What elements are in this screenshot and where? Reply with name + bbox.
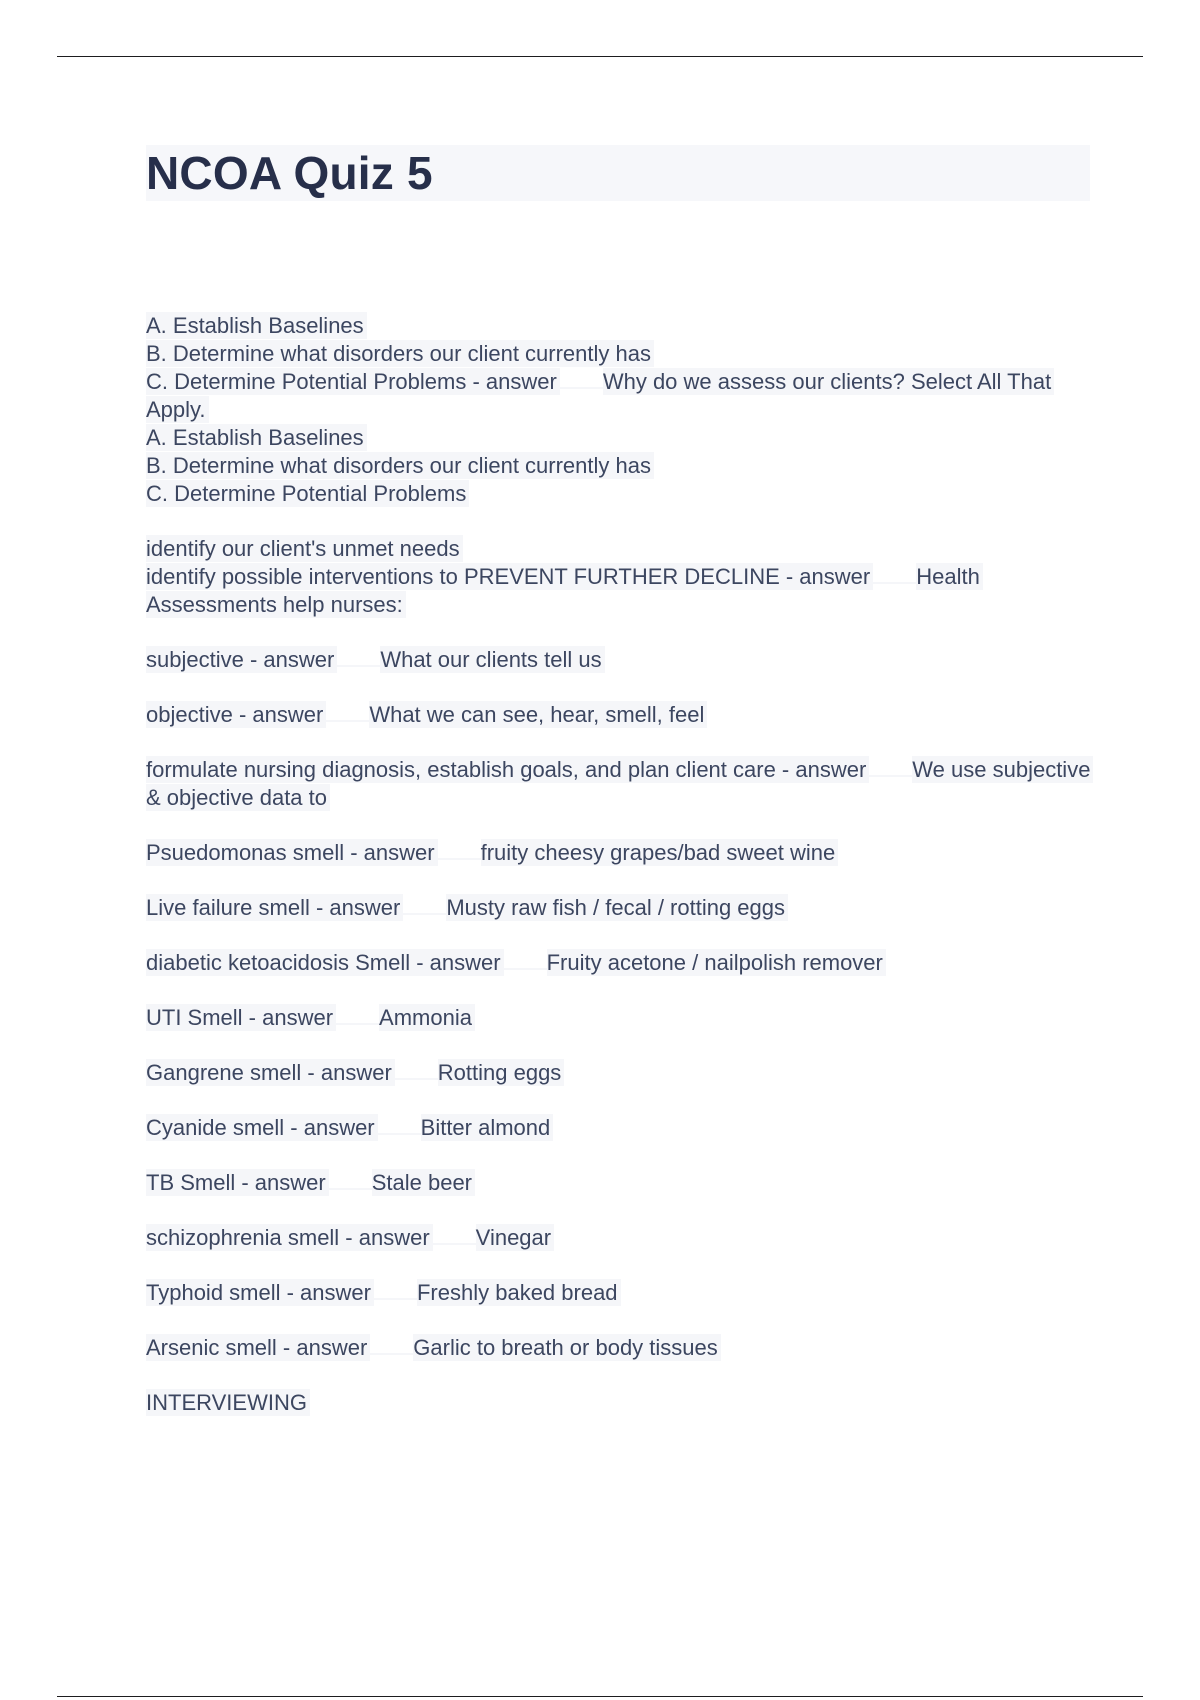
definition-text: What we can see, hear, smell, feel xyxy=(369,701,707,728)
definition-text: Why do we assess our clients? Select All That Apply. xyxy=(146,368,1054,423)
term-text: schizophrenia smell - answer xyxy=(146,1224,433,1251)
answer-separator xyxy=(560,387,603,389)
definition-text: Ammonia xyxy=(379,1004,475,1031)
section-heading-text: INTERVIEWING xyxy=(146,1389,310,1416)
qa-item xyxy=(146,701,1096,729)
qa-item xyxy=(146,1224,1096,1252)
term-text: diabetic ketoacidosis Smell - answer xyxy=(146,949,504,976)
definition-text: Vinegar xyxy=(476,1224,554,1251)
definition-text: B. Determine what disorders our client currently has xyxy=(146,452,654,479)
definition-text: A. Establish Baselines xyxy=(146,424,367,451)
term-text: Gangrene smell - answer xyxy=(146,1059,395,1086)
term-text: C. Determine Potential Problems - answer xyxy=(146,368,560,395)
definition-text: Health Assessments help nurses: xyxy=(146,563,983,618)
qa-item xyxy=(146,312,1096,508)
term-text: subjective - answer xyxy=(146,646,337,673)
qa-item xyxy=(146,756,1096,812)
definition-text: Rotting eggs xyxy=(438,1059,565,1086)
definition-text: What our clients tell us xyxy=(380,646,604,673)
qa-item xyxy=(146,839,1096,867)
definition-text: Fruity acetone / nailpolish remover xyxy=(547,949,886,976)
definition-text: Stale beer xyxy=(372,1169,475,1196)
definition-text: Musty raw fish / fecal / rotting eggs xyxy=(446,894,788,921)
definition-text: fruity cheesy grapes/bad sweet wine xyxy=(481,839,839,866)
term-text: Typhoid smell - answer xyxy=(146,1279,374,1306)
qa-item xyxy=(146,646,1096,674)
answer-separator xyxy=(395,1078,438,1080)
definition-text: We use subjective & objective data to xyxy=(146,756,1093,811)
bottom-rule xyxy=(57,1696,1143,1697)
answer-separator xyxy=(433,1243,476,1245)
answer-separator xyxy=(869,775,912,777)
answer-separator xyxy=(337,665,380,667)
term-text: UTI Smell - answer xyxy=(146,1004,336,1031)
definition-text: Garlic to breath or body tissues xyxy=(413,1334,720,1361)
term-text: TB Smell - answer xyxy=(146,1169,329,1196)
term-text: Arsenic smell - answer xyxy=(146,1334,370,1361)
qa-item xyxy=(146,535,1096,619)
answer-separator xyxy=(370,1353,413,1355)
answer-separator xyxy=(403,913,446,915)
qa-item xyxy=(146,1059,1096,1087)
answer-separator xyxy=(374,1298,417,1300)
term-text: B. Determine what disorders our client currently has xyxy=(146,340,654,367)
answer-separator xyxy=(326,720,369,722)
qa-item xyxy=(146,1334,1096,1362)
answer-separator xyxy=(438,858,481,860)
term-text: formulate nursing diagnosis, establish goals, and plan client care - answer xyxy=(146,756,869,783)
qa-item xyxy=(146,1114,1096,1142)
term-text: Psuedomonas smell - answer xyxy=(146,839,438,866)
qa-item xyxy=(146,1169,1096,1197)
term-text: identify our client's unmet needs xyxy=(146,535,463,562)
term-text: objective - answer xyxy=(146,701,326,728)
answer-separator xyxy=(329,1188,372,1190)
definition-text: C. Determine Potential Problems xyxy=(146,480,469,507)
answer-separator xyxy=(504,968,547,970)
answer-separator xyxy=(336,1023,379,1025)
qa-item xyxy=(146,1004,1096,1032)
term-text: A. Establish Baselines xyxy=(146,312,367,339)
term-text: identify possible interventions to PREVENT FURTHER DECLINE - answer xyxy=(146,563,873,590)
page-title: NCOA Quiz 5 xyxy=(146,147,433,199)
quiz-content xyxy=(146,312,1096,1417)
section-heading-interviewing xyxy=(146,1389,1096,1417)
term-text: Live failure smell - answer xyxy=(146,894,403,921)
top-rule xyxy=(57,56,1143,57)
definition-text: Freshly baked bread xyxy=(417,1279,621,1306)
definition-text: Bitter almond xyxy=(421,1114,554,1141)
qa-item xyxy=(146,1279,1096,1307)
answer-separator xyxy=(873,582,916,584)
qa-item xyxy=(146,894,1096,922)
qa-item xyxy=(146,949,1096,977)
answer-separator xyxy=(378,1133,421,1135)
term-text: Cyanide smell - answer xyxy=(146,1114,378,1141)
